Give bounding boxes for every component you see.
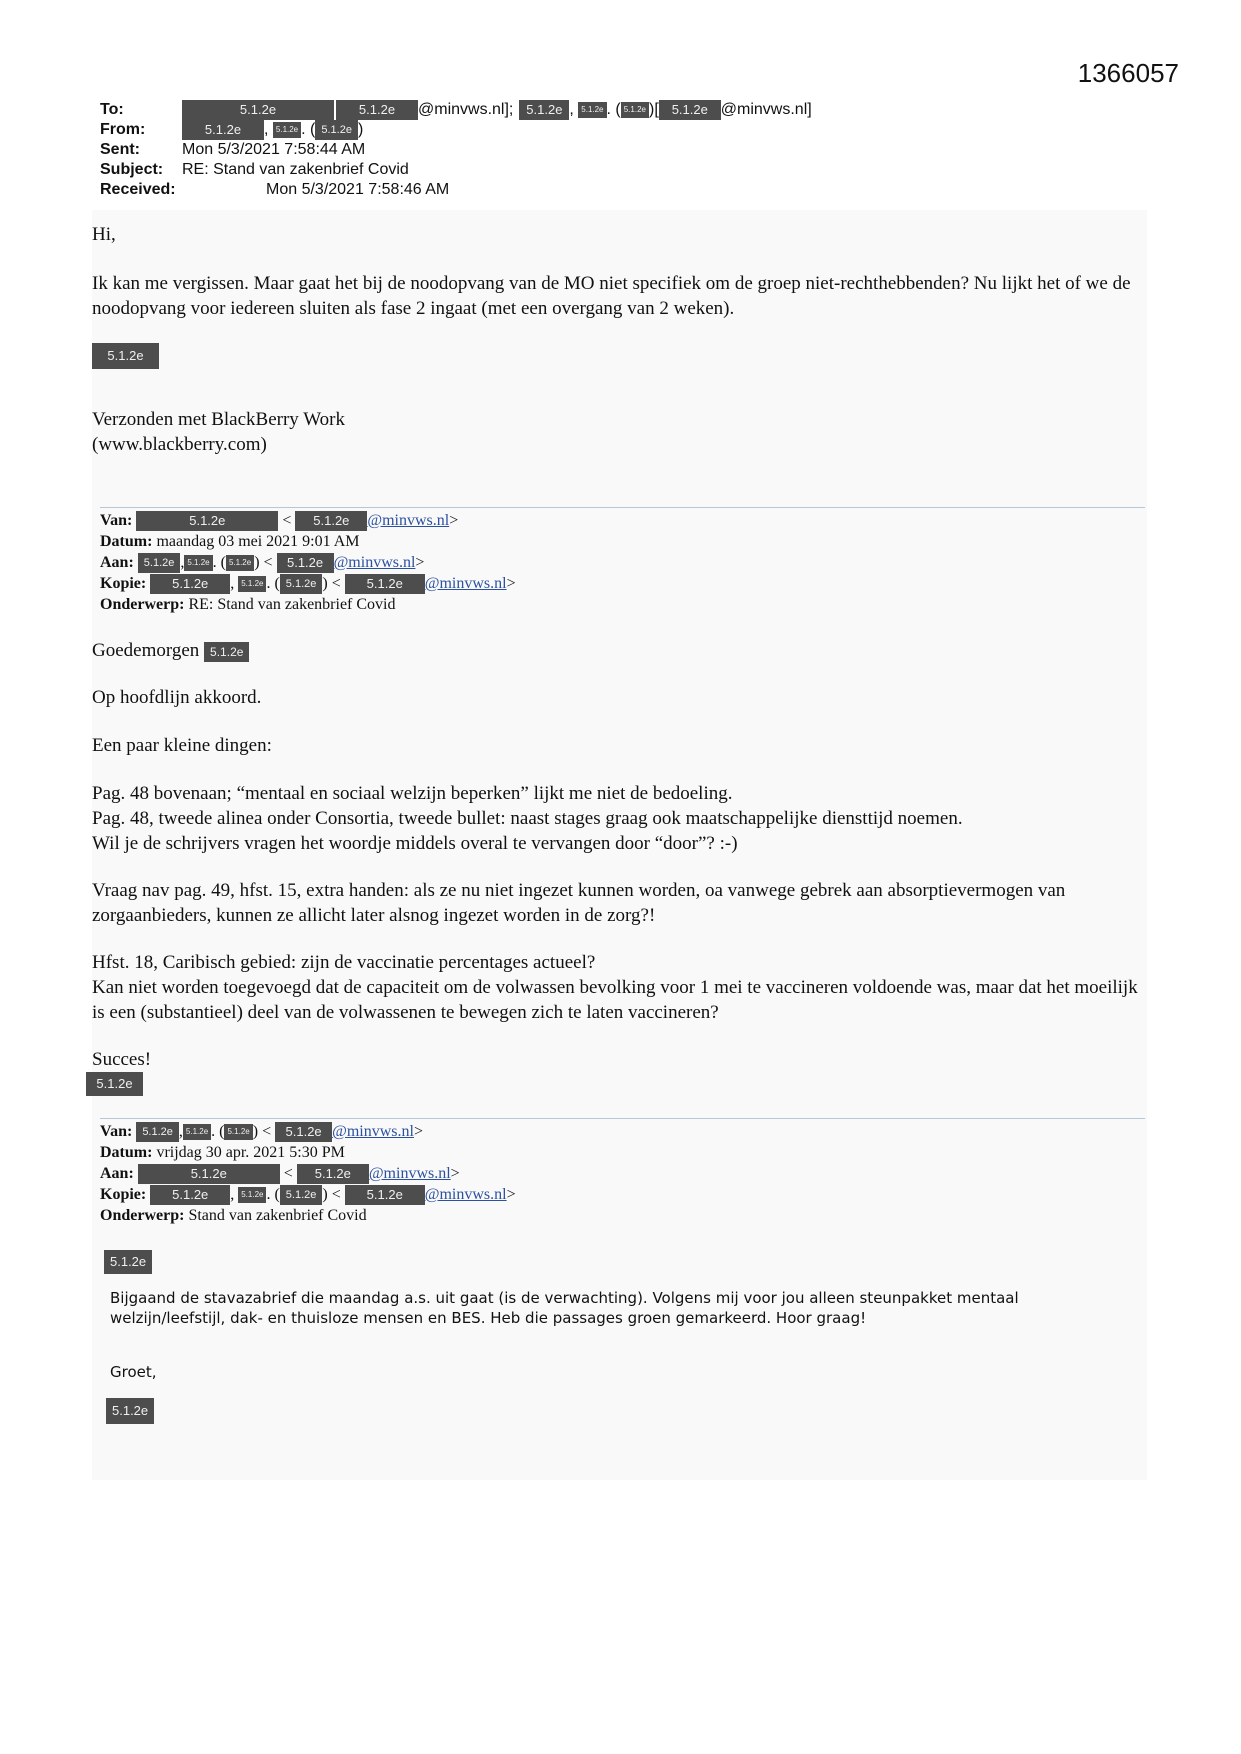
redaction: 5.1.2e: [238, 1187, 266, 1203]
email-link[interactable]: @minvws.nl: [332, 1123, 414, 1140]
van-label: Van:: [100, 1123, 133, 1140]
to-row: To: 5.1.2e 5.1.2e @minvws.nl]; 5.1.2e , 5.1.2e . ( 5.1.2e )[ 5.1.2e @minvws.nl]: [100, 101, 812, 118]
subject-row: [100, 160, 812, 180]
to-label: To:: [100, 101, 124, 118]
redaction: 5.1.2e: [182, 100, 334, 120]
redaction: 5.1.2e: [315, 120, 358, 140]
redaction: 5.1.2e: [138, 553, 181, 573]
redaction: 5.1.2e: [104, 1250, 152, 1274]
redaction: 5.1.2e: [183, 1124, 211, 1140]
forward1-header: [100, 510, 516, 615]
to-domain: @minvws.nl];: [418, 101, 514, 118]
email-link[interactable]: @minvws.nl: [424, 575, 507, 592]
paragraph: Kan niet worden toegevoegd dat de capaciteit om de volwassen bevolking voor 1 mei te vaccineren voldoende was, maar dat het moeilijk is een (substantieel) deel van de volwassenen te bewegen zich te laten vaccineren?: [92, 977, 1138, 1023]
reply-text: Ik kan me vergissen. Maar gaat het bij de noodopvang van de MO niet specifiek om de groep niet-rechthebbenden? Nu lijkt het of we de noodopvang voor iedereen sluiten als fase 2 ingaat (met een overgang van 2 weken).: [92, 273, 1131, 319]
redaction: 5.1.2e: [182, 120, 264, 140]
signature-line: Verzonden met BlackBerry Work: [92, 409, 345, 430]
email-link[interactable]: @minvws.nl: [333, 554, 416, 571]
aan-label: Aan:: [100, 554, 134, 571]
paragraph: Pag. 48 bovenaan; “mentaal en sociaal welzijn beperken” lijkt me niet de bedoeling.: [92, 783, 733, 804]
redaction: 5.1.2e: [106, 1398, 154, 1424]
redaction: 5.1.2e: [226, 555, 254, 571]
redaction: 5.1.2e: [224, 1124, 252, 1140]
aan-row: Aan: 5.1.2e , 5.1.2e . ( 5.1.2e ) < 5.1.2e @minvws.nl >: [100, 554, 425, 571]
redaction: 5.1.2e: [184, 555, 212, 571]
paragraph: Op hoofdlijn akkoord.: [92, 687, 262, 708]
redaction: 5.1.2e: [280, 574, 323, 594]
redaction: 5.1.2e: [92, 343, 159, 369]
forward2-body: Bijgaand de stavazabrief die maandag a.s. uit gaat (is de verwachting). Volgens mij voor jou alleen steunpakket mentaal welzijn/leefstijl, dak- en thuisloze mensen en BES. Heb die passages groen gemarkeerd. Hoor graag!: [110, 1289, 1019, 1327]
redaction: 5.1.2e: [150, 1185, 230, 1205]
redaction: 5.1.2e: [150, 574, 230, 594]
received-label: Received:: [100, 181, 176, 198]
redaction: 5.1.2e: [273, 122, 301, 138]
kopie-row: Kopie: 5.1.2e , 5.1.2e . ( 5.1.2e ) < 5.1.2e @minvws.nl >: [100, 575, 516, 592]
redaction: 5.1.2e: [659, 100, 721, 120]
onderwerp-label: Onderwerp:: [100, 596, 185, 613]
redaction: 5.1.2e: [238, 576, 266, 592]
kopie-label: Kopie:: [100, 1186, 147, 1203]
onderwerp-row: [100, 594, 516, 615]
email-link[interactable]: @minvws.nl: [367, 512, 450, 529]
sender-redaction: [104, 1250, 152, 1274]
sent-value: Mon 5/3/2021 7:58:44 AM: [182, 141, 366, 158]
redaction: 5.1.2e: [86, 1072, 143, 1096]
paragraph: Vraag nav pag. 49, hfst. 15, extra handen: als ze nu niet ingezet kunnen worden, oa vanwege gebrek aan absorptievermogen van zorgaanbieders, kunnen ze allicht later alsnog ingezet worden in de zorg?!: [92, 880, 1066, 926]
redaction: 5.1.2e: [297, 1164, 369, 1184]
email-header: [100, 100, 812, 200]
closing: Groet,: [110, 1363, 157, 1381]
subject-label: Subject:: [100, 161, 164, 178]
sent-label: Sent:: [100, 141, 140, 158]
forward1-body: [92, 638, 1142, 1096]
email-link[interactable]: @minvws.nl: [368, 1165, 451, 1182]
redaction: 5.1.2e: [621, 102, 649, 118]
paragraph: Hfst. 18, Caribisch gebied: zijn de vaccinatie percentages actueel?: [92, 952, 596, 973]
separator: [100, 1118, 1145, 1119]
aan-label: Aan:: [100, 1165, 134, 1182]
kopie-label: Kopie:: [100, 575, 147, 592]
redaction: 5.1.2e: [336, 100, 418, 120]
reply-greeting: Hi,: [92, 224, 116, 245]
reply-body: [92, 222, 1142, 457]
subject-value: RE: Stand van zakenbrief Covid: [182, 161, 409, 178]
onderwerp-label: Onderwerp:: [100, 1207, 185, 1224]
onderwerp-value: RE: Stand van zakenbrief Covid: [188, 596, 396, 613]
from-row: From: 5.1.2e , 5.1.2e . ( 5.1.2e ): [100, 121, 364, 138]
datum-row: [100, 1142, 516, 1163]
separator: [100, 507, 1145, 508]
redaction: 5.1.2e: [275, 1122, 332, 1142]
van-row: Van: 5.1.2e < 5.1.2e @minvws.nl >: [100, 512, 459, 529]
redaction: 5.1.2e: [295, 511, 367, 531]
redaction: 5.1.2e: [204, 642, 249, 662]
datum-label: Datum:: [100, 1144, 153, 1161]
datum-label: Datum:: [100, 533, 153, 550]
forward2-header: [100, 1121, 516, 1226]
onderwerp-row: [100, 1205, 516, 1226]
onderwerp-value: Stand van zakenbrief Covid: [188, 1207, 367, 1224]
document-number: 1366057: [1077, 58, 1179, 88]
paragraph: Een paar kleine dingen:: [92, 735, 272, 756]
signature-redaction: [106, 1398, 154, 1424]
van-label: Van:: [100, 512, 133, 529]
van-row: Van: 5.1.2e , 5.1.2e . ( 5.1.2e ) < 5.1.2e @minvws.nl >: [100, 1123, 423, 1140]
redaction: 5.1.2e: [345, 574, 425, 594]
redaction: 5.1.2e: [519, 100, 569, 120]
aan-row: Aan: 5.1.2e < 5.1.2e @minvws.nl >: [100, 1165, 460, 1182]
redaction: 5.1.2e: [138, 1164, 280, 1184]
paragraph: Pag. 48, tweede alinea onder Consortia, tweede bullet: naast stages graag ook maatschappelijke diensttijd noemen.: [92, 808, 963, 829]
received-row: [100, 180, 812, 200]
from-label: From:: [100, 121, 146, 138]
paragraph: Wil je de schrijvers vragen het woordje middels overal te vervangen door “door”? :-): [92, 833, 738, 854]
signature-link: (www.blackberry.com): [92, 434, 267, 455]
redaction: 5.1.2e: [136, 511, 278, 531]
datum-row: [100, 531, 516, 552]
redaction: 5.1.2e: [136, 1122, 179, 1142]
redaction: 5.1.2e: [578, 102, 606, 118]
to-domain: @minvws.nl]: [720, 101, 812, 118]
datum-value: maandag 03 mei 2021 9:01 AM: [156, 533, 360, 550]
redaction: 5.1.2e: [345, 1185, 425, 1205]
redaction: 5.1.2e: [277, 553, 334, 573]
kopie-row: Kopie: 5.1.2e , 5.1.2e . ( 5.1.2e ) < 5.1.2e @minvws.nl >: [100, 1186, 516, 1203]
datum-value: vrijdag 30 apr. 2021 5:30 PM: [156, 1144, 345, 1161]
redaction: 5.1.2e: [280, 1185, 323, 1205]
closing: Succes!: [92, 1049, 152, 1070]
sent-row: [100, 140, 812, 160]
received-value: Mon 5/3/2021 7:58:46 AM: [266, 181, 450, 198]
greeting: Goedemorgen 5.1.2e: [92, 638, 1142, 663]
email-link[interactable]: @minvws.nl: [424, 1186, 507, 1203]
